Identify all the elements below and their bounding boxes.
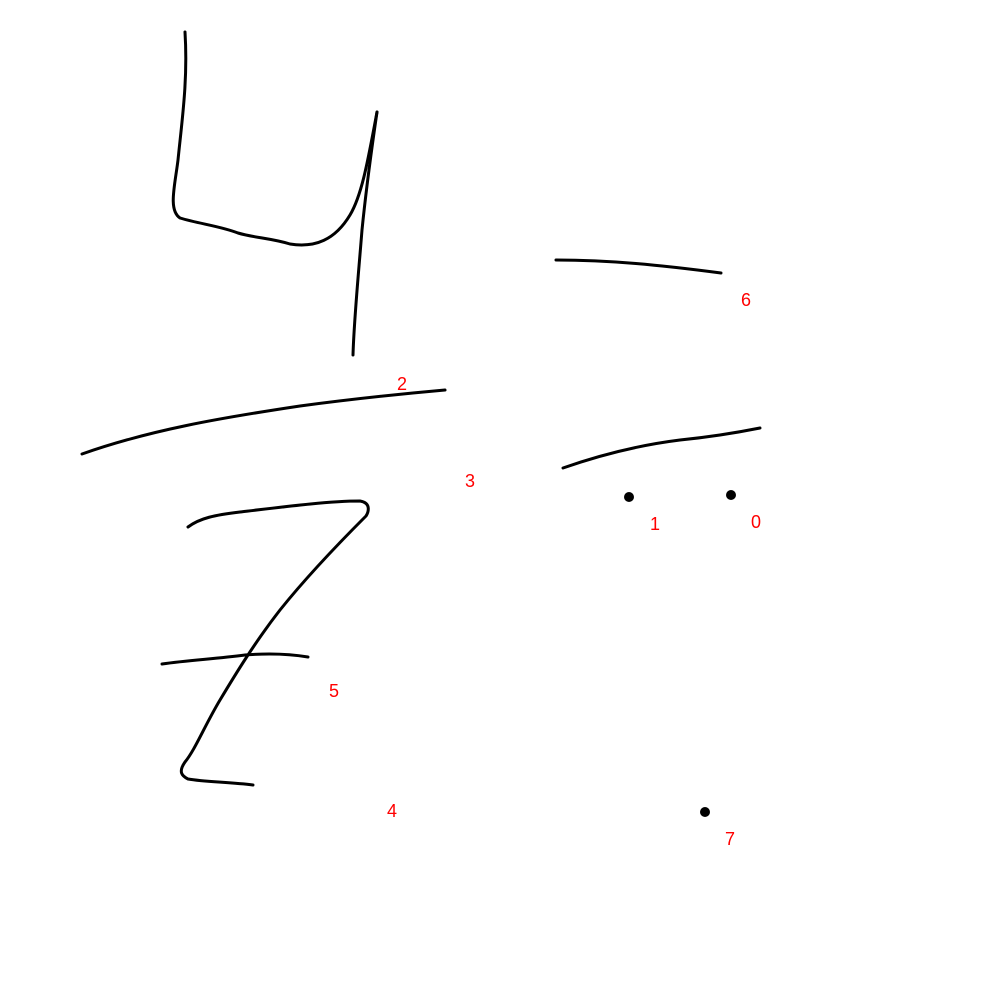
stroke-fraction-line	[82, 390, 445, 454]
stroke-lower-dash	[563, 428, 760, 468]
label-6: 6	[741, 290, 752, 310]
dot-0	[726, 490, 736, 500]
label-5: 5	[329, 681, 340, 701]
label-1: 1	[650, 514, 661, 534]
stroke-upper-dash	[556, 260, 721, 273]
dot-7	[700, 807, 710, 817]
label-0: 0	[751, 512, 762, 532]
stroke-seven-body	[181, 501, 368, 785]
stroke-four-vertical	[353, 112, 377, 355]
stroke-four-hook	[173, 32, 377, 245]
label-4: 4	[387, 801, 398, 821]
label-7: 7	[725, 829, 736, 849]
stroke-seven-crossbar	[162, 654, 308, 664]
dot-1	[624, 492, 634, 502]
label-3: 3	[465, 471, 476, 491]
label-2: 2	[397, 374, 408, 394]
